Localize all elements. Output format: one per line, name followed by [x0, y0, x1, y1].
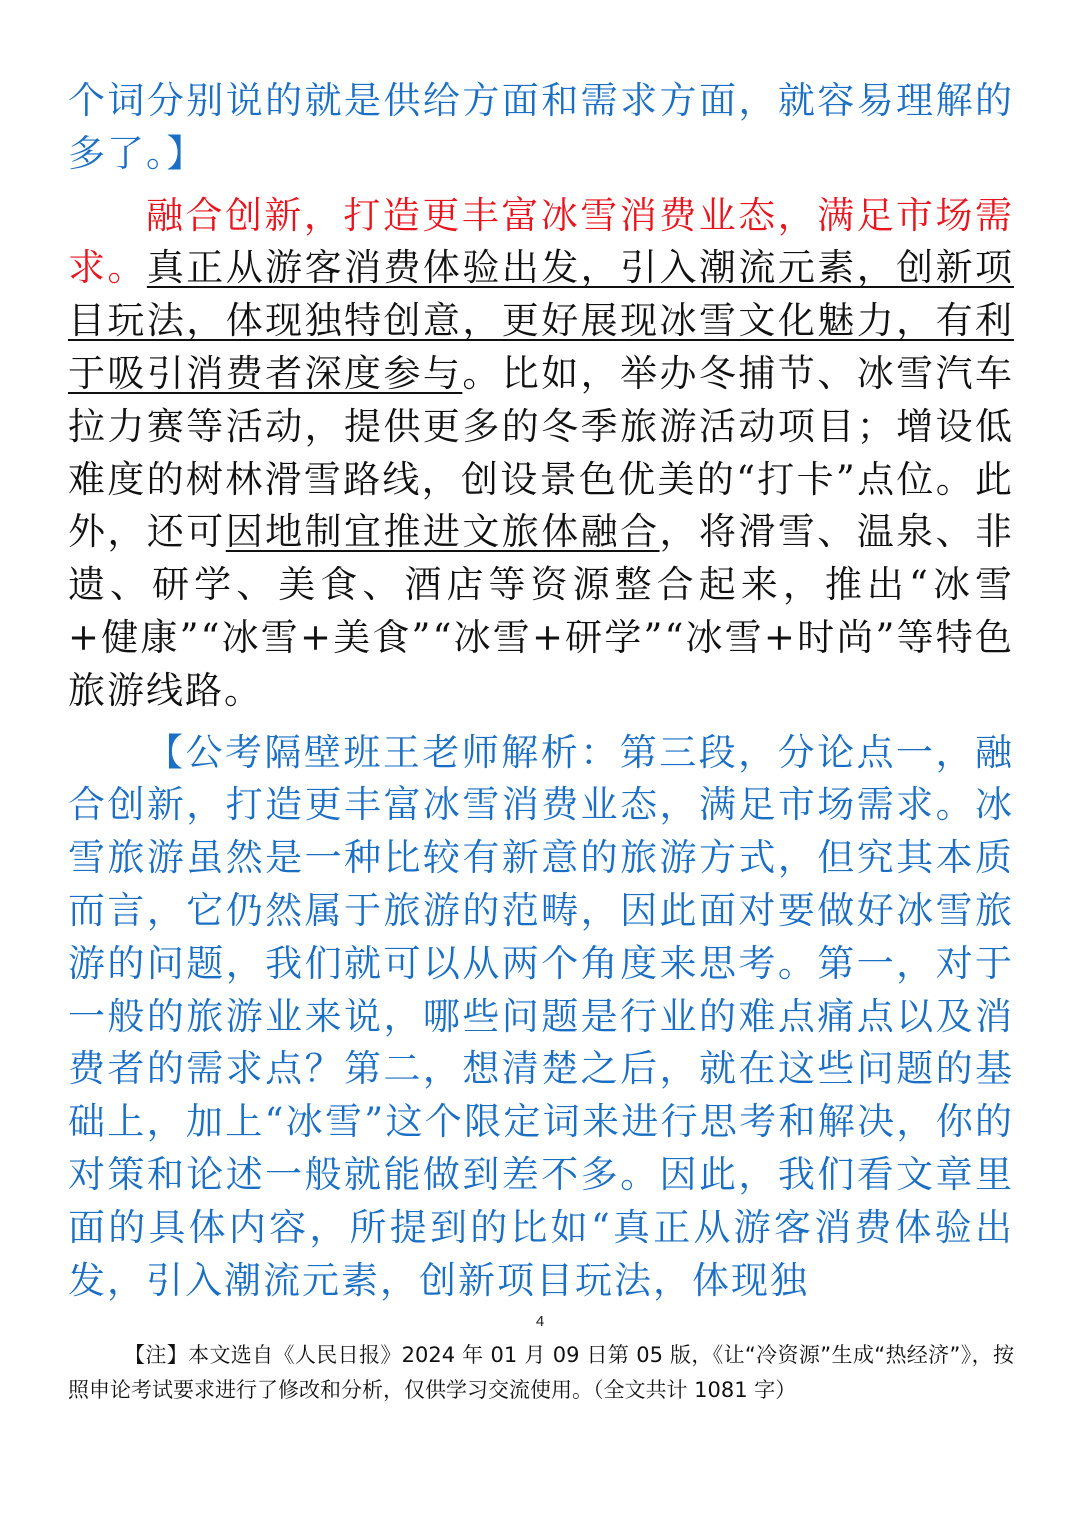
- analysis-text: 【公考隔壁班王老师解析：第三段，分论点一，融合创新，打造更丰富冰雪消费业态，满足市场需求。冰雪旅游虽然是一种比较有新意的旅游方式，但究其本质而言，它仍然属于旅游的范畴，因此面对要做好冰雪旅游的问题，我们就可以从两个角度来思考。第一，对于一般的旅游业来说，哪些问题是行业的难点痛点以及消费者的需求点？第二，想清楚之后，就在这些问题的基础上，加上“冰雪”这个限定词来进行思考和解决，你的对策和论述一般就能做到差不多。因此，我们看文章里面的具体内容，所提到的比如“真正从游客消费体验出发，引入潮流元素，创新项目玩法，体现独: [68, 730, 1014, 1302]
- source-note: [68, 1338, 1014, 1408]
- body-text-end: ，将滑雪、温泉、非遗、研学、美食、酒店等资源整合起来，推出“冰雪+健康”“冰雪+美食”“冰雪+研学”“冰雪+时尚”等特色旅游线路。: [68, 510, 1015, 712]
- analysis-paragraph: [68, 727, 1014, 1308]
- source-note-text: 【注】本文选自《人民日报》2024 年 01 月 09 日第 05 版，《让“冷资源”生成“热经济”》，按照申论考试要求进行了修改和分析，仅供学习交流使用。（全文共计 1081 字）: [68, 1343, 1014, 1402]
- underlined-key-sentence: 真正从游客消费体验出发，引入潮流元素，创新项目玩法，体现独特创意，更好展现冰雪文化魅力，有利于吸引消费者深度参与: [68, 246, 1015, 395]
- body-text: 。比如，举办冬捕节、冰雪汽车拉力赛等活动，提供更多的冬季旅游活动项目；增设低难度的树林滑雪路线，创设景色优美的“打卡”点位。此外，还可: [68, 351, 1015, 554]
- page-number: 4: [535, 1313, 545, 1330]
- section-three-paragraph: [68, 190, 1014, 718]
- underlined-key-phrase: 因地制宜推进文旅体融合: [225, 510, 660, 554]
- section-heading: 融合创新，打造更丰富冰雪消费业态，满足市场需求。: [68, 193, 1014, 290]
- analysis-continuation-text: 个词分别说的就是供给方面和需求方面，就容易理解的多了。】: [68, 79, 1014, 175]
- document-body: [68, 75, 1014, 1307]
- analysis-continuation-paragraph: [68, 75, 1014, 181]
